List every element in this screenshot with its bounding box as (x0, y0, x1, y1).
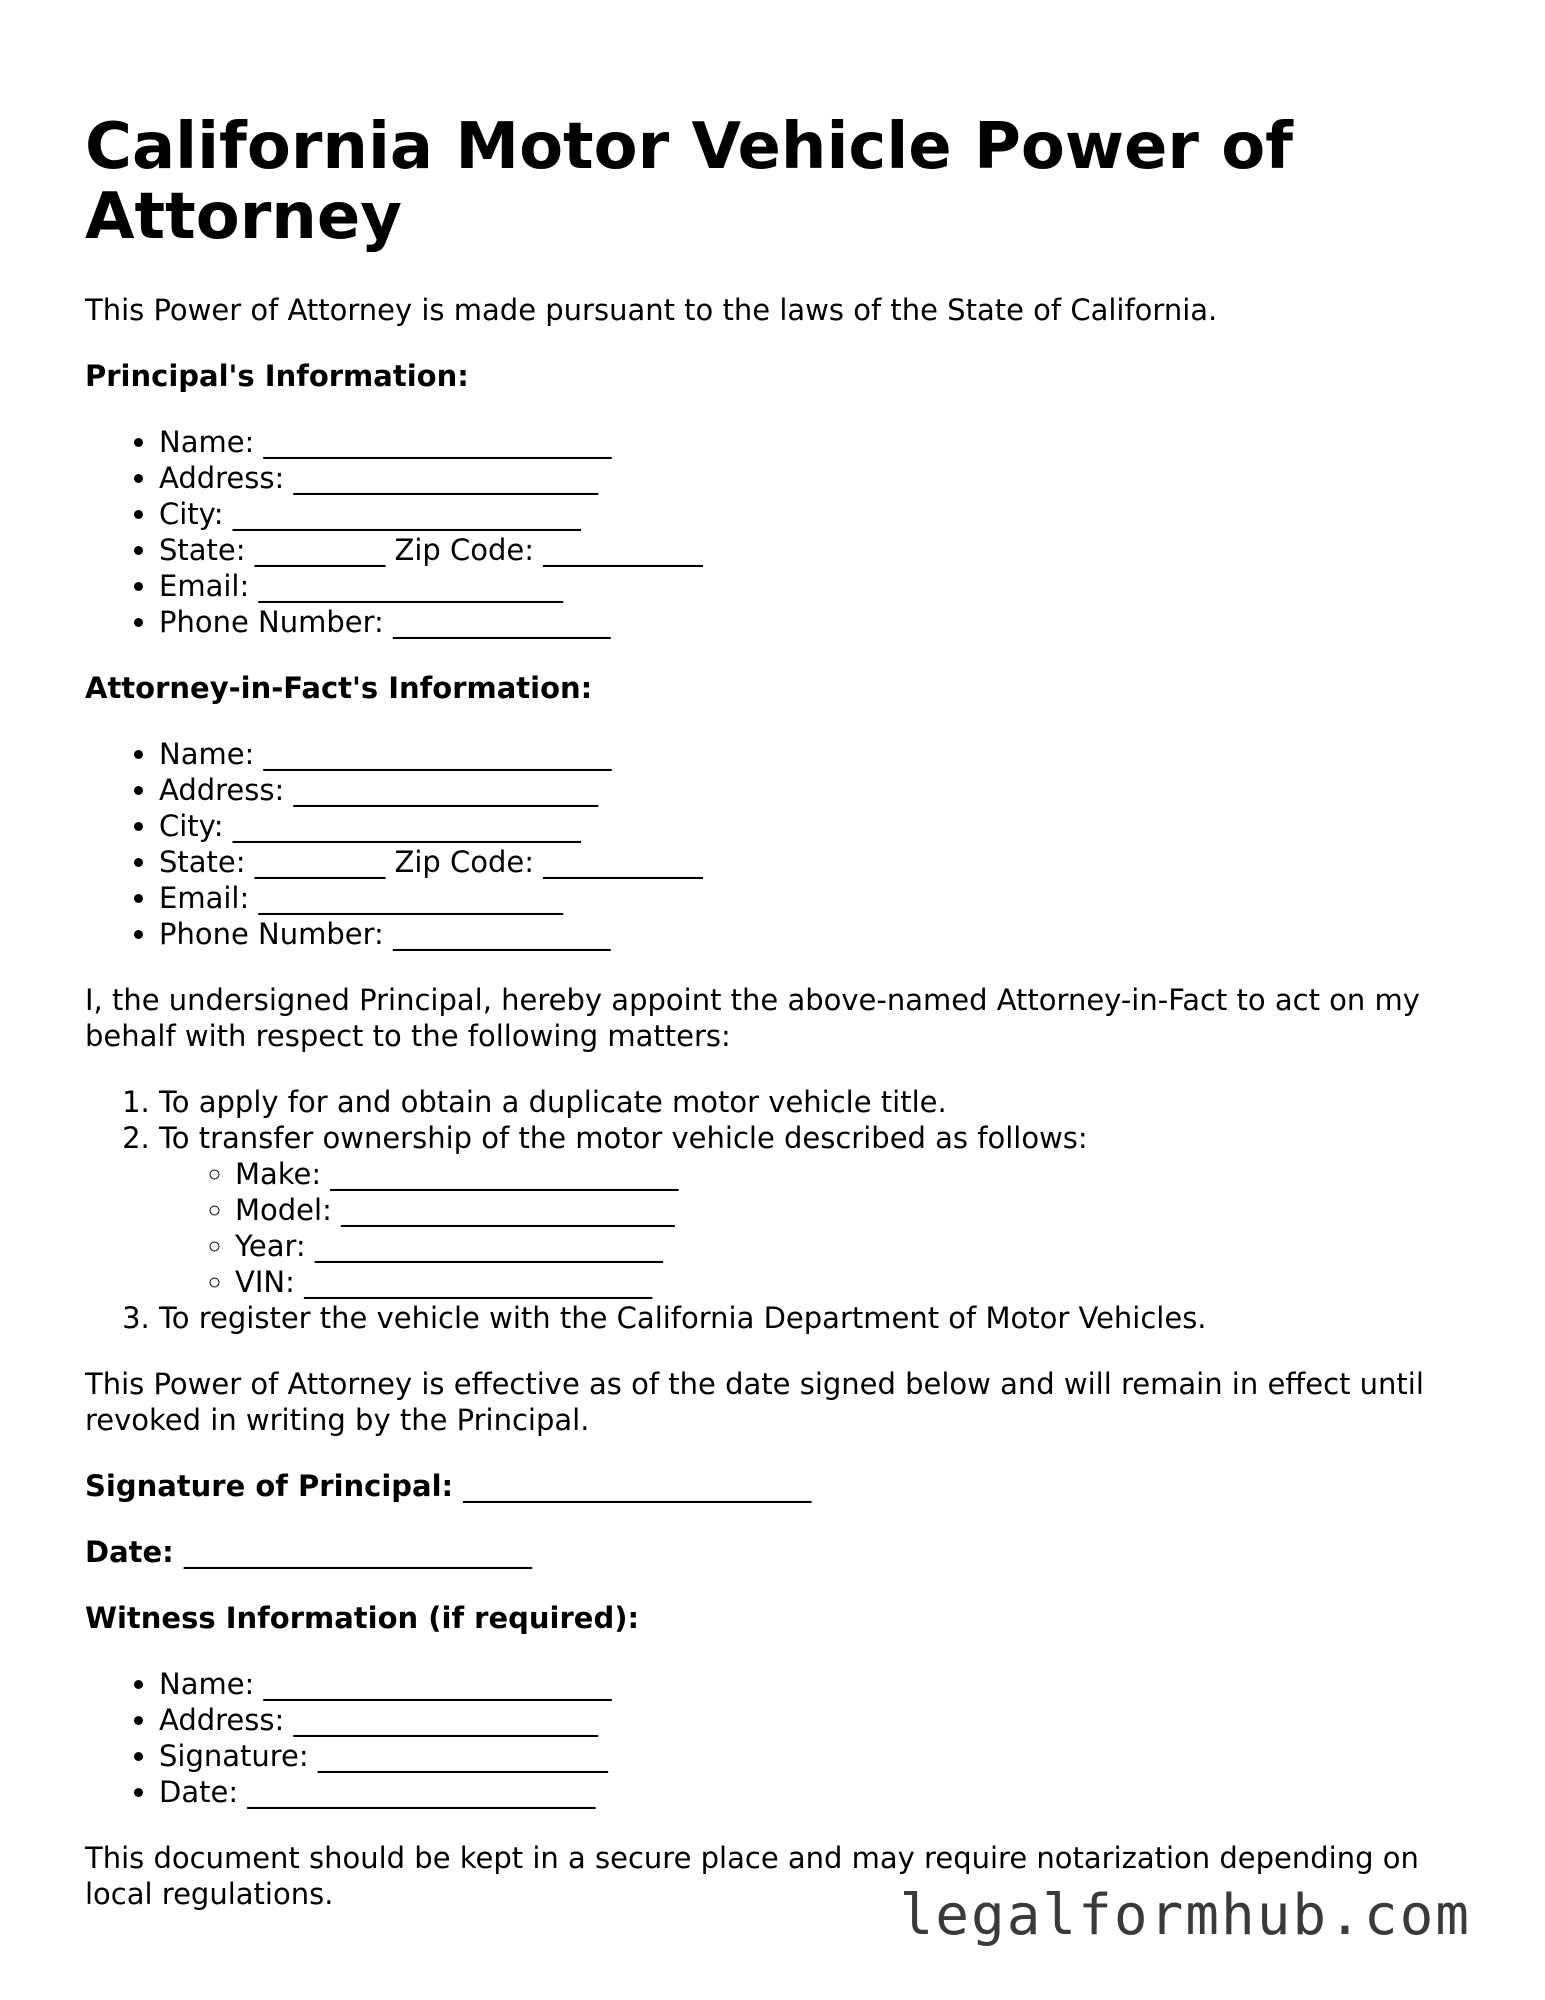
date-blank[interactable]: ________________________ (247, 1775, 596, 1809)
phone-blank[interactable]: _______________ (393, 917, 611, 951)
field-label: Make: (235, 1157, 322, 1191)
state-blank[interactable]: _________ (254, 845, 386, 879)
field-label: Email: (159, 569, 250, 603)
witness-signature-field (159, 1738, 1465, 1774)
vehicle-model-field (235, 1192, 1465, 1228)
vehicle-year-field (235, 1228, 1465, 1264)
principal-signature-line (85, 1468, 1465, 1504)
attorney-email-field (159, 880, 1465, 916)
principal-address-field (159, 460, 1465, 496)
principal-city-field (159, 496, 1465, 532)
field-label: Address: (159, 461, 285, 495)
matter-text: To transfer ownership of the motor vehicle described as follows: (159, 1121, 1088, 1155)
attorney-phone-field (159, 916, 1465, 952)
address-blank[interactable]: _____________________ (293, 461, 598, 495)
make-blank[interactable]: ________________________ (330, 1157, 679, 1191)
vehicle-fields (159, 1156, 1465, 1300)
name-blank[interactable]: ________________________ (263, 425, 612, 459)
field-label: Zip Code: (394, 533, 535, 567)
date-label: Date: (85, 1535, 174, 1569)
field-label: Address: (159, 1703, 285, 1737)
vin-blank[interactable]: ________________________ (304, 1265, 653, 1299)
city-blank[interactable]: ________________________ (232, 809, 581, 843)
vehicle-make-field (235, 1156, 1465, 1192)
field-label: Phone Number: (159, 605, 384, 639)
address-blank[interactable]: _____________________ (293, 1703, 598, 1737)
email-blank[interactable]: _____________________ (258, 881, 563, 915)
field-label: Date: (159, 1775, 239, 1809)
field-label: Address: (159, 773, 285, 807)
witness-address-field (159, 1702, 1465, 1738)
effective-paragraph: This Power of Attorney is effective as of the date signed below and will remain in effect until revoked in writing by the Principal. (85, 1367, 1424, 1437)
signature-label: Signature of Principal: (85, 1469, 454, 1503)
attorney-name-field (159, 736, 1465, 772)
email-blank[interactable]: _____________________ (258, 569, 563, 603)
field-label: State: (159, 533, 246, 567)
appointment-paragraph: I, the undersigned Principal, hereby appoint the above-named Attorney-in-Fact to act on my behalf with respect to the following matters: (85, 983, 1420, 1053)
watermark-logo: legalformhub.com (899, 1883, 1471, 1948)
attorney-address-field (159, 772, 1465, 808)
witness-name-field (159, 1666, 1465, 1702)
date-blank[interactable]: ________________________ (183, 1535, 532, 1569)
field-label: City: (159, 497, 224, 531)
field-label: Signature: (159, 1739, 309, 1773)
city-blank[interactable]: ________________________ (232, 497, 581, 531)
signature-blank[interactable]: ________________________ (463, 1469, 812, 1503)
matters-list (85, 1084, 1465, 1336)
signature-blank[interactable]: ____________________ (317, 1739, 608, 1773)
field-label: Phone Number: (159, 917, 384, 951)
zip-blank[interactable]: ___________ (543, 533, 703, 567)
principal-phone-field (159, 604, 1465, 640)
vehicle-vin-field (235, 1264, 1465, 1300)
witness-fields (85, 1666, 1465, 1810)
attorney-fields (85, 736, 1465, 952)
matter-item: 3. To register the vehicle with the California Department of Motor Vehicles. (159, 1300, 1465, 1336)
principal-name-field (159, 424, 1465, 460)
matter-item (159, 1120, 1465, 1300)
intro-paragraph: This Power of Attorney is made pursuant to the laws of the State of California. (85, 293, 1218, 327)
field-label: Name: (159, 425, 255, 459)
principal-email-field (159, 568, 1465, 604)
document-page (85, 0, 1465, 1912)
phone-blank[interactable]: _______________ (393, 605, 611, 639)
zip-blank[interactable]: ___________ (543, 845, 703, 879)
principal-fields (85, 424, 1465, 640)
attorney-state-zip-field (159, 844, 1465, 880)
attorney-heading: Attorney-in-Fact's Information: (85, 671, 593, 705)
year-blank[interactable]: ________________________ (314, 1229, 663, 1263)
address-blank[interactable]: _____________________ (293, 773, 598, 807)
field-label: Year: (235, 1229, 306, 1263)
field-label: Model: (235, 1193, 332, 1227)
field-label: Zip Code: (394, 845, 535, 879)
field-label: VIN: (235, 1265, 295, 1299)
document-title: California Motor Vehicle Power of Attorney (85, 110, 1293, 254)
witness-date-field (159, 1774, 1465, 1810)
attorney-city-field (159, 808, 1465, 844)
name-blank[interactable]: ________________________ (263, 737, 612, 771)
field-label: City: (159, 809, 224, 843)
state-blank[interactable]: _________ (254, 533, 386, 567)
model-blank[interactable]: _______________________ (341, 1193, 675, 1227)
witness-heading: Witness Information (if required): (85, 1601, 640, 1635)
field-label: Email: (159, 881, 250, 915)
field-label: State: (159, 845, 246, 879)
field-label: Name: (159, 737, 255, 771)
principal-state-zip-field (159, 532, 1465, 568)
principal-heading: Principal's Information: (85, 359, 469, 393)
field-label: Name: (159, 1667, 255, 1701)
date-line (85, 1534, 1465, 1570)
matter-item: 1. To apply for and obtain a duplicate motor vehicle title. (159, 1084, 1465, 1120)
closing-paragraph: This document should be kept in a secure place and may require notarization depending on local regulations. (85, 1841, 1419, 1911)
name-blank[interactable]: ________________________ (263, 1667, 612, 1701)
